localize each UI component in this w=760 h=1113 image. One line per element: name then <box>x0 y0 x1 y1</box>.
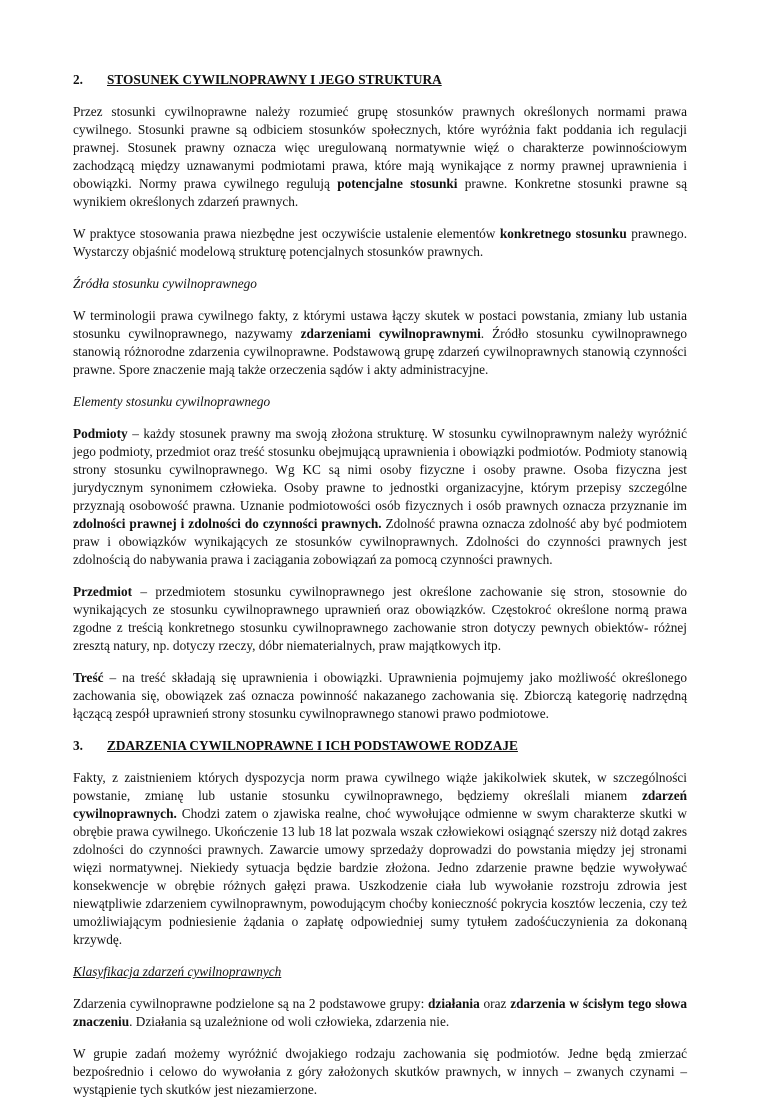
text-run: W praktyce stosowania prawa niezbędne jest oczywiście ustalenie elementów <box>73 226 500 241</box>
paragraph <box>73 425 687 569</box>
text-run: Zdarzenia cywilnoprawne podzielone są na 2 podstawowe grupy: <box>73 996 429 1011</box>
text-run: prawne. Konkretne stosunki prawne są wynikiem określonych zdarzeń prawnych. <box>73 176 687 209</box>
text-run: – przedmiotem stosunku cywilnoprawnego jest określone zachowanie się stron, stosownie do wynikających ze stosunku cywilnoprawnego uprawnień oraz obowiązków. Częstokroć określone normą prawa zgodne z treścią konkretnego stosunku cywilnoprawnego zachowanie stron dotyczy pewnych obiektów- różnej zresztą natury, np. dotyczy rzeczy, dóbr niematerialnych, praw majątkowych itp. <box>73 584 687 653</box>
text-run: – na treść składają się uprawnienia i obowiązki. Uprawnienia pojmujemy jako możliwość określonego zachowania się, obowiązek zaś oznacza powinność nakazanego zachowania się. Zbiorczą kategorię nadrzędną łączącą zespół uprawnień strony stosunku cywilnoprawnego stanowi prawo podmiotowe. <box>73 670 687 721</box>
bold-text: zdarzeniami cywilnoprawnymi <box>300 326 481 341</box>
subheading: Klasyfikacja zdarzeń cywilnoprawnych <box>73 964 282 979</box>
subheading: Elementy stosunku cywilnoprawnego <box>73 394 271 409</box>
section-title: STOSUNEK CYWILNOPRAWNY I JEGO STRUKTURA <box>107 72 442 87</box>
paragraph <box>73 995 687 1031</box>
text-run: – każdy stosunek prawny ma swoją złożona strukturę. W stosunku cywilnoprawnym należy wyróżnić jego podmioty, przedmiot oraz treść stosunku obejmującą uprawnienia i obowiązki podmiotów. Podmioty stanowią strony stosunku cywilnoprawnego. Wg KC są nimi osoby fizyczne i osoby prawne. Osoba fizyczna jest jurydycznym synonimem człowieka. Osoby prawne to jednostki organizacyjne, którym przepisy szczególne przyznają osobowość prawna. Uznanie podmiotowości osób fizycznych i osób prawnych oznacza przyznanie im <box>73 426 687 513</box>
paragraph <box>73 583 687 655</box>
subheading: Źródła stosunku cywilnoprawnego <box>73 276 257 291</box>
text-run: prawnego. Wystarczy objaśnić modelową strukturę potencjalnych stosunków prawnych. <box>73 226 688 259</box>
bold-text: Podmioty <box>73 426 128 441</box>
text-run: W grupie zadań możemy wyróżnić dwojakiego rodzaju zachowania się podmiotów. Jedne będą zmierzać bezpośrednio i celowo do wywołania z góry założonych skutków prawnych, w innych – zwanych czynami – wystąpienie tych skutków jest niezamierzone. <box>73 1046 687 1097</box>
bold-text: potencjalne stosunki <box>337 176 458 191</box>
paragraph <box>73 669 687 723</box>
paragraph <box>73 307 687 379</box>
paragraph <box>73 103 687 211</box>
text-run: W terminologii prawa cywilnego fakty, z którymi ustawa łączy skutek w postaci powstania, zmiany lub ustania stosunku cywilnoprawnego, nazywamy <box>73 308 687 341</box>
bold-text: zdarzenia w ścisłym tego słowa znaczeniu <box>73 996 687 1029</box>
bold-text: Treść <box>73 670 104 685</box>
text-run: . Źródło stosunku cywilnoprawnego stanowią różnorodne zdarzenia cywilnoprawne. Podstawową grupę zdarzeń cywilnoprawnych stanowią czynności prawne. Spore znaczenie mają także orzeczenia sądów i akty administracyjne. <box>73 326 687 377</box>
document-page <box>73 71 687 1113</box>
section-number: 3. <box>73 738 83 753</box>
bold-text: zdarzeń cywilnoprawnych. <box>73 788 687 821</box>
bold-text: Przedmiot <box>73 584 133 599</box>
text-run: . Działania są uzależnione od woli człowieka, zdarzenia nie. <box>129 1014 450 1029</box>
text-run: Fakty, z zaistnieniem których dyspozycja norm prawa cywilnego wiąże jakikolwiek skutek, w szczególności powstanie, zmianę lub ustanie stosunku cywilnoprawnego, będziemy określali mianem <box>73 770 687 803</box>
section-heading <box>73 71 687 89</box>
paragraph <box>73 225 687 261</box>
paragraph <box>73 1045 687 1099</box>
bold-text: działania <box>428 996 480 1011</box>
text-run: Zdolność prawna oznacza zdolność aby być podmiotem praw i obowiązków wynikających ze stosunków cywilnoprawnych. Zdolności do czynności prawnych jest zdolnością do nabywania prawa i zaciągania zobowiązań za pomocą czynności prawnych. <box>73 516 687 567</box>
text-run: oraz <box>479 996 511 1011</box>
bold-text: konkretnego stosunku <box>499 226 627 241</box>
section-number: 2. <box>73 72 83 87</box>
paragraph <box>73 769 687 949</box>
text-run: Przez stosunki cywilnoprawne należy rozumieć grupę stosunków prawnych określonych normami prawa cywilnego. Stosunki prawne są odbiciem stosunków społecznych, które wyróżnia fakt poddania ich regulacji prawnej. Stosunek prawny oznacza więc uregulowaną normatywnie więź o charakterze powinnościowym zachodzącą między uznawanymi podmiotami prawa, które mają wynikające z normy prawnej uprawnienia i obowiązki. Normy prawa cywilnego regulują <box>73 104 687 191</box>
section-heading <box>73 737 687 755</box>
section-title: ZDARZENIA CYWILNOPRAWNE I ICH PODSTAWOWE RODZAJE <box>107 738 518 753</box>
bold-text: zdolności prawnej i zdolności do czynności prawnych. <box>73 516 382 531</box>
text-run: Chodzi zatem o zjawiska realne, choć wywołujące odmienne w swym charakterze skutki w obrębie prawa cywilnego. Ukończenie 13 lub 18 lat pozwala wszak człowiekowi osiągnąć szerszy niż dotąd zakres zdolności do czynności prawnych. Zawarcie umowy sprzedaży doprowadzi do powstania między jej stronami więzi normatywnej. Niekiedy sytuacja będzie bardzie złożona. Jedno zdarzenie prawne będzie wywoływać konsekwencje w obrębie różnych gałęzi prawa. Uszkodzenie ciała lub wywołanie rozstroju zdrowia jest niewątpliwie zdarzeniem cywilnoprawnym, powodującym choćby konieczność pokrycia kosztów leczenia, czy też umożliwiającym podniesienie żądania o zapłatę odpowiedniej sumy tytułem zadośćuczynienia za dokonaną krzywdę. <box>73 806 687 947</box>
